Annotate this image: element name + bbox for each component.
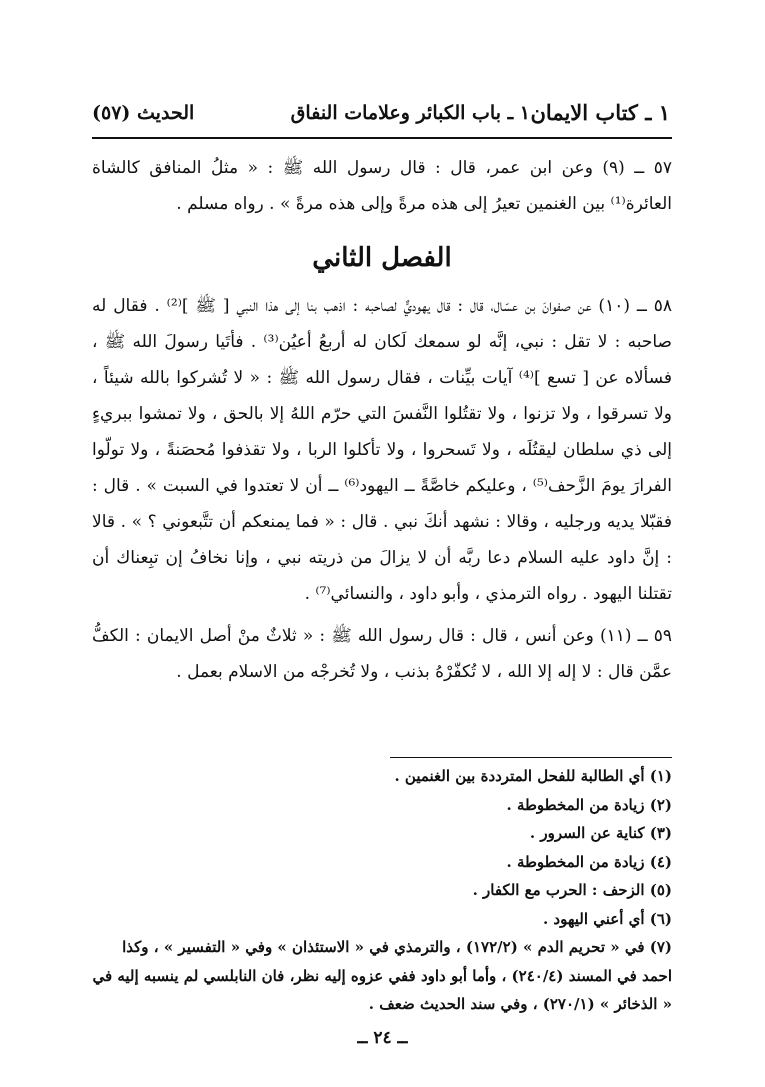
- header-divider: [92, 137, 672, 139]
- footnote-3: (٣) كناية عن السرور .: [529, 824, 672, 842]
- footnote-1: (١) أي الطالبة للفحل المترددة بين الغنمين .: [394, 767, 672, 785]
- running-header: [92, 96, 670, 136]
- header-hadith-number: الحديث (٥٧): [92, 102, 195, 124]
- page-number: ــ ٢٤ ــ: [357, 1028, 408, 1048]
- hadith-59: ٥٩ ــ (١١) وعن أنس ، قال : قال رسول الله ﷺ : « ثلاثٌ منْ أصل الايمان : الكفُّ عمَّن قال : لا إله إلا الله ، لا تُكفّرْهُ بذنب ، ولا تُخرجْه من الاسلام بعمل .: [92, 626, 673, 682]
- footnote-7: (٧) في « تحريم الدم » (١٧٢/٢) ، والترمذي في « الاستئذان » وفي « التفسير » ، وكذا احمد في المسند (٢٤٠/٤) ، وأما أبو داود ففي عزوه إليه نظر، فان النابلسي لم ينسبه إليه في « الذخائر » (٢٧٠/١) ، وفي سند الحديث ضعف .: [92, 938, 672, 1013]
- footnote-6: (٦) أي أعني اليهود .: [542, 909, 672, 928]
- header-book-title: ١ ـ كتاب الايمان: [530, 100, 670, 125]
- hadith-57: ٥٧ ــ (٩) وعن ابن عمر، قال : قال رسول الله ﷺ : « مثلُ المنافق كالشاة العائرة⁽¹⁾ بين الغنمين تعيرُ إلى هذه مرةً وإلى هذه مرةً » . رواه مسلم .: [92, 158, 672, 214]
- footnotes: [92, 762, 672, 1019]
- header-chapter-title: ١ ـ باب الكبائر وعلامات النفاق: [290, 102, 530, 124]
- section-title: الفصل الثاني: [312, 243, 452, 273]
- footnote-5: (٥) الزحف : الحرب مع الكفار .: [472, 881, 672, 899]
- footnote-divider: [390, 757, 672, 758]
- footnote-2: (٢) زيادة من المخطوطة .: [506, 795, 672, 814]
- main-text: [92, 150, 672, 690]
- footnote-4: (٤) زيادة من المخطوطة .: [506, 852, 672, 871]
- hadith-58: ٥٨ ــ (١٠) عن صفوانَ بن عسّال، قال : قال يهوديٌّ لصاحبه : اذهب بنا إلى هذا النبي [ ﷺ ]⁽²⁾ . فقال له صاحبه : لا تقل : نبي، إنَّه لو سمعك لَكان له أربعُ أعيُن⁽³⁾ . فأتَيا رسولَ الله ﷺ ، فسألاه عن [ تسع ]⁽⁴⁾ آيات بيِّنات ، فقال رسول الله ﷺ : « لا تُشركوا بالله شيئاً ، ولا تسرقوا ، ولا تزنوا ، ولا تقتُلوا النَّفسَ التي حرّم اللهُ إلا بالحق ، ولا تمشوا ببريءٍ إلى ذي سلطان ليقتُلَه ، ولا تَسحروا ، ولا تأكلوا الربا ، ولا تقذفوا مُحصَنةً ، ولا تولّوا الفرارَ يومَ الزَّحف⁽⁵⁾ ، وعليكم خاصَّةً ــ اليهود⁽⁶⁾ ــ أن لا تعتدوا في السبت » . قال : فقبّلا يديه ورجليه ، وقالا : نشهد أنكَ نبي . قال : « فما يمنعكم أن تتَّبعوني ؟ » . قالا : إنَّ داود عليه السلام دعا ربَّه أن لا يزالَ من ذريته نبي ، وإنا نخافُ إن تبِعناك أن تقتلنا اليهود . رواه الترمذي ، وأبو داود ، والنسائي⁽⁷⁾ .: [92, 296, 673, 604]
